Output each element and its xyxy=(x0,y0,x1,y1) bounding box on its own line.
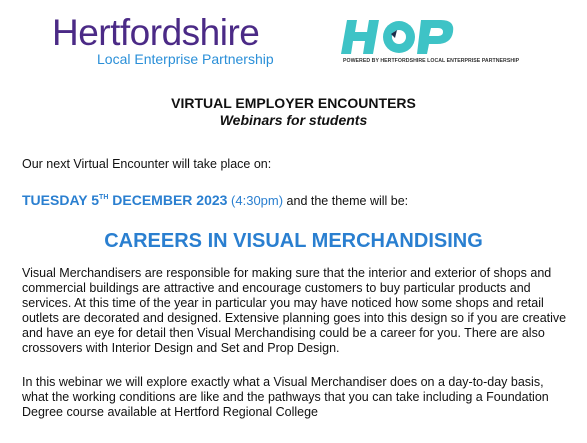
hop-tagline: POWERED BY HERTFORDSHIRE LOCAL ENTERPRISE PARTNERSHIP xyxy=(343,58,520,64)
event-date-suffix: TH xyxy=(99,194,109,201)
page-title: VIRTUAL EMPLOYER ENCOUNTERS xyxy=(171,95,416,111)
logo-subtitle: Local Enterprise Partnership xyxy=(97,51,274,67)
event-date-day: TUESDAY 5 xyxy=(22,192,100,208)
hop-logo-mark xyxy=(341,16,541,56)
event-time: (4:30pm) xyxy=(227,193,284,208)
intro-text: Our next Virtual Encounter will take place on: xyxy=(22,157,272,171)
webinar-paragraph: In this webinar we will explore exactly what a Visual Merchandiser does on a day-to-day basis, what the working conditions are like and the pathways that you can take including a Foundation Degree course available at Hertford Regional College xyxy=(22,375,549,419)
event-theme: CAREERS IN VISUAL MERCHANDISING xyxy=(104,230,483,252)
event-dateline xyxy=(22,189,408,210)
page-subtitle: Webinars for students xyxy=(219,112,368,128)
event-date-month-year: DECEMBER 2023 xyxy=(108,192,228,208)
description-paragraph: Visual Merchandisers are responsible for making sure that the interior and exterior of shops and commercial buildings are attractive and encourage customers to buy particular products and services. At this time of the year in particular you may have noticed how some shops and retail outlets are decorated and designed. Extensive planning goes into this design so if you are creative and have an eye for detail then Visual Merchandising could be a career for you. There are also crossovers with Interior Design and Set and Prop Design. xyxy=(22,266,567,355)
logo-title: Hertfordshire xyxy=(52,12,260,53)
hertfordshire-lep-logo xyxy=(52,14,292,67)
event-date xyxy=(22,192,227,208)
event-theme-lead: and the theme will be: xyxy=(283,194,409,208)
hop-logo xyxy=(341,16,541,72)
